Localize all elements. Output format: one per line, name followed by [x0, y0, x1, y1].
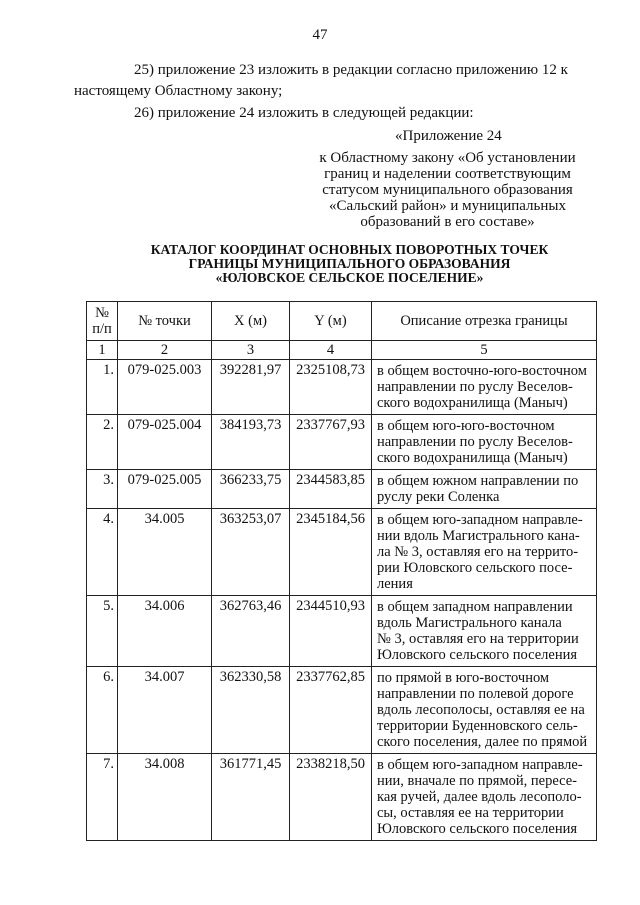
table-body [87, 360, 597, 841]
description-line: направлении по руслу Веселов- [377, 379, 573, 395]
header-y: Y (м) [290, 302, 372, 341]
description-line: в общем юго-западном направле- [377, 512, 583, 528]
segment-description [372, 667, 597, 754]
coordinate-y: 2325108,73 [290, 360, 372, 415]
coordinate-y: 2344583,85 [290, 470, 372, 509]
description-line: ского поселения, далее по прямой [377, 734, 588, 750]
coordinate-x: 362330,58 [212, 667, 290, 754]
row-number: 2. [87, 415, 118, 470]
table-row [87, 596, 597, 667]
description-line: Юловского сельского поселения [377, 821, 578, 837]
coordinates-table [86, 301, 597, 841]
appendix-title: «Приложение 24 [395, 128, 502, 144]
coordinate-x: 361771,45 [212, 754, 290, 841]
paragraph-25 [74, 60, 595, 102]
description-line: руслу реки Соленка [377, 489, 500, 505]
description-line: направлении по полевой дороге [377, 686, 574, 702]
coordinate-y: 2337767,93 [290, 415, 372, 470]
point-number: 34.006 [118, 596, 212, 667]
description-line: в общем восточно-юго-восточном [377, 363, 587, 379]
description-line: рии Юловского сельского посе- [377, 560, 573, 576]
coordinate-y: 2345184,56 [290, 509, 372, 596]
coordinate-x: 366233,75 [212, 470, 290, 509]
row-number: 7. [87, 754, 118, 841]
description-line: сы, оставляя ее на территории [377, 805, 564, 821]
paragraph-25-line1: 25) приложение 23 изложить в редакции согласно приложению 12 к [134, 62, 568, 78]
point-number: 079-025.003 [118, 360, 212, 415]
segment-description [372, 754, 597, 841]
column-number: 3 [212, 341, 290, 360]
paragraph-25-line2: настоящему Областному закону; [74, 83, 283, 99]
description-line: нии вдоль Магистрального кана- [377, 528, 580, 544]
point-number: 079-025.005 [118, 470, 212, 509]
point-number: 34.005 [118, 509, 212, 596]
coordinate-x: 392281,97 [212, 360, 290, 415]
description-line: вдоль Магистрального канала [377, 615, 562, 631]
page-number: 47 [312, 27, 328, 43]
row-number: 3. [87, 470, 118, 509]
description-line: Юловского сельского поселения [377, 647, 578, 663]
header-row-number: № п/п [87, 302, 118, 341]
table-row [87, 415, 597, 470]
column-number-row [87, 341, 597, 360]
description-line: в общем западном направлении [377, 599, 573, 615]
column-number: 5 [372, 341, 597, 360]
table-row [87, 667, 597, 754]
appendix-subtitle-line: статусом муниципального образования [322, 182, 573, 198]
segment-description [372, 509, 597, 596]
appendix-subtitle-line: к Областному закону «Об установлении [319, 150, 576, 166]
coordinate-x: 362763,46 [212, 596, 290, 667]
column-number: 4 [290, 341, 372, 360]
header-x: X (м) [212, 302, 290, 341]
column-number: 2 [118, 341, 212, 360]
description-line: ского водохранилища (Маныч) [377, 395, 568, 411]
coordinate-y: 2337762,85 [290, 667, 372, 754]
description-line: ла № 3, оставляя его на террито- [377, 544, 579, 560]
segment-description [372, 360, 597, 415]
coordinate-x: 363253,07 [212, 509, 290, 596]
description-line: территории Буденновского сель- [377, 718, 578, 734]
appendix-subtitle [300, 150, 595, 230]
description-line: ского водохранилища (Маныч) [377, 450, 568, 466]
appendix-subtitle-line: границ и наделении соответствующим [324, 166, 571, 182]
header-description: Описание отрезка границы [372, 302, 597, 341]
description-line: ления [377, 576, 413, 592]
segment-description [372, 596, 597, 667]
catalog-title-line: ГРАНИЦЫ МУНИЦИПАЛЬНОГО ОБРАЗОВАНИЯ [188, 256, 511, 271]
point-number: 079-025.004 [118, 415, 212, 470]
point-number: 34.007 [118, 667, 212, 754]
segment-description [372, 415, 597, 470]
table-row [87, 754, 597, 841]
description-line: № 3, оставляя его на территории [377, 631, 579, 647]
description-line: по прямой в юго-восточном [377, 670, 550, 686]
catalog-title [104, 243, 595, 285]
table-row [87, 470, 597, 509]
point-number: 34.008 [118, 754, 212, 841]
description-line: нии, вначале по прямой, пересе- [377, 773, 578, 789]
coordinate-y: 2344510,93 [290, 596, 372, 667]
description-line: кая ручей, далее вдоль лесополо- [377, 789, 582, 805]
catalog-title-line: КАТАЛОГ КООРДИНАТ ОСНОВНЫХ ПОВОРОТНЫХ ТОЧЕК [150, 242, 549, 257]
description-line: направлении по руслу Веселов- [377, 434, 573, 450]
description-line: в общем юго-юго-восточном [377, 418, 555, 434]
paragraph-26: 26) приложение 24 изложить в следующей редакции: [134, 105, 474, 121]
row-number: 5. [87, 596, 118, 667]
row-number: 1. [87, 360, 118, 415]
description-line: в общем южном направлении по [377, 473, 579, 489]
appendix-subtitle-line: «Сальский район» и муниципальных [329, 198, 566, 214]
description-line: в общем юго-западном направле- [377, 757, 583, 773]
header-point-number: № точки [118, 302, 212, 341]
table-row [87, 509, 597, 596]
coordinate-x: 384193,73 [212, 415, 290, 470]
row-number: 4. [87, 509, 118, 596]
catalog-title-line: «ЮЛОВСКОЕ СЕЛЬСКОЕ ПОСЕЛЕНИЕ» [215, 270, 484, 285]
column-number: 1 [87, 341, 118, 360]
table-header-row [87, 302, 597, 341]
row-number: 6. [87, 667, 118, 754]
description-line: вдоль лесополосы, оставляя ее на [377, 702, 585, 718]
coordinate-y: 2338218,50 [290, 754, 372, 841]
table-row [87, 360, 597, 415]
segment-description [372, 470, 597, 509]
appendix-subtitle-line: образований в его составе» [360, 214, 535, 230]
